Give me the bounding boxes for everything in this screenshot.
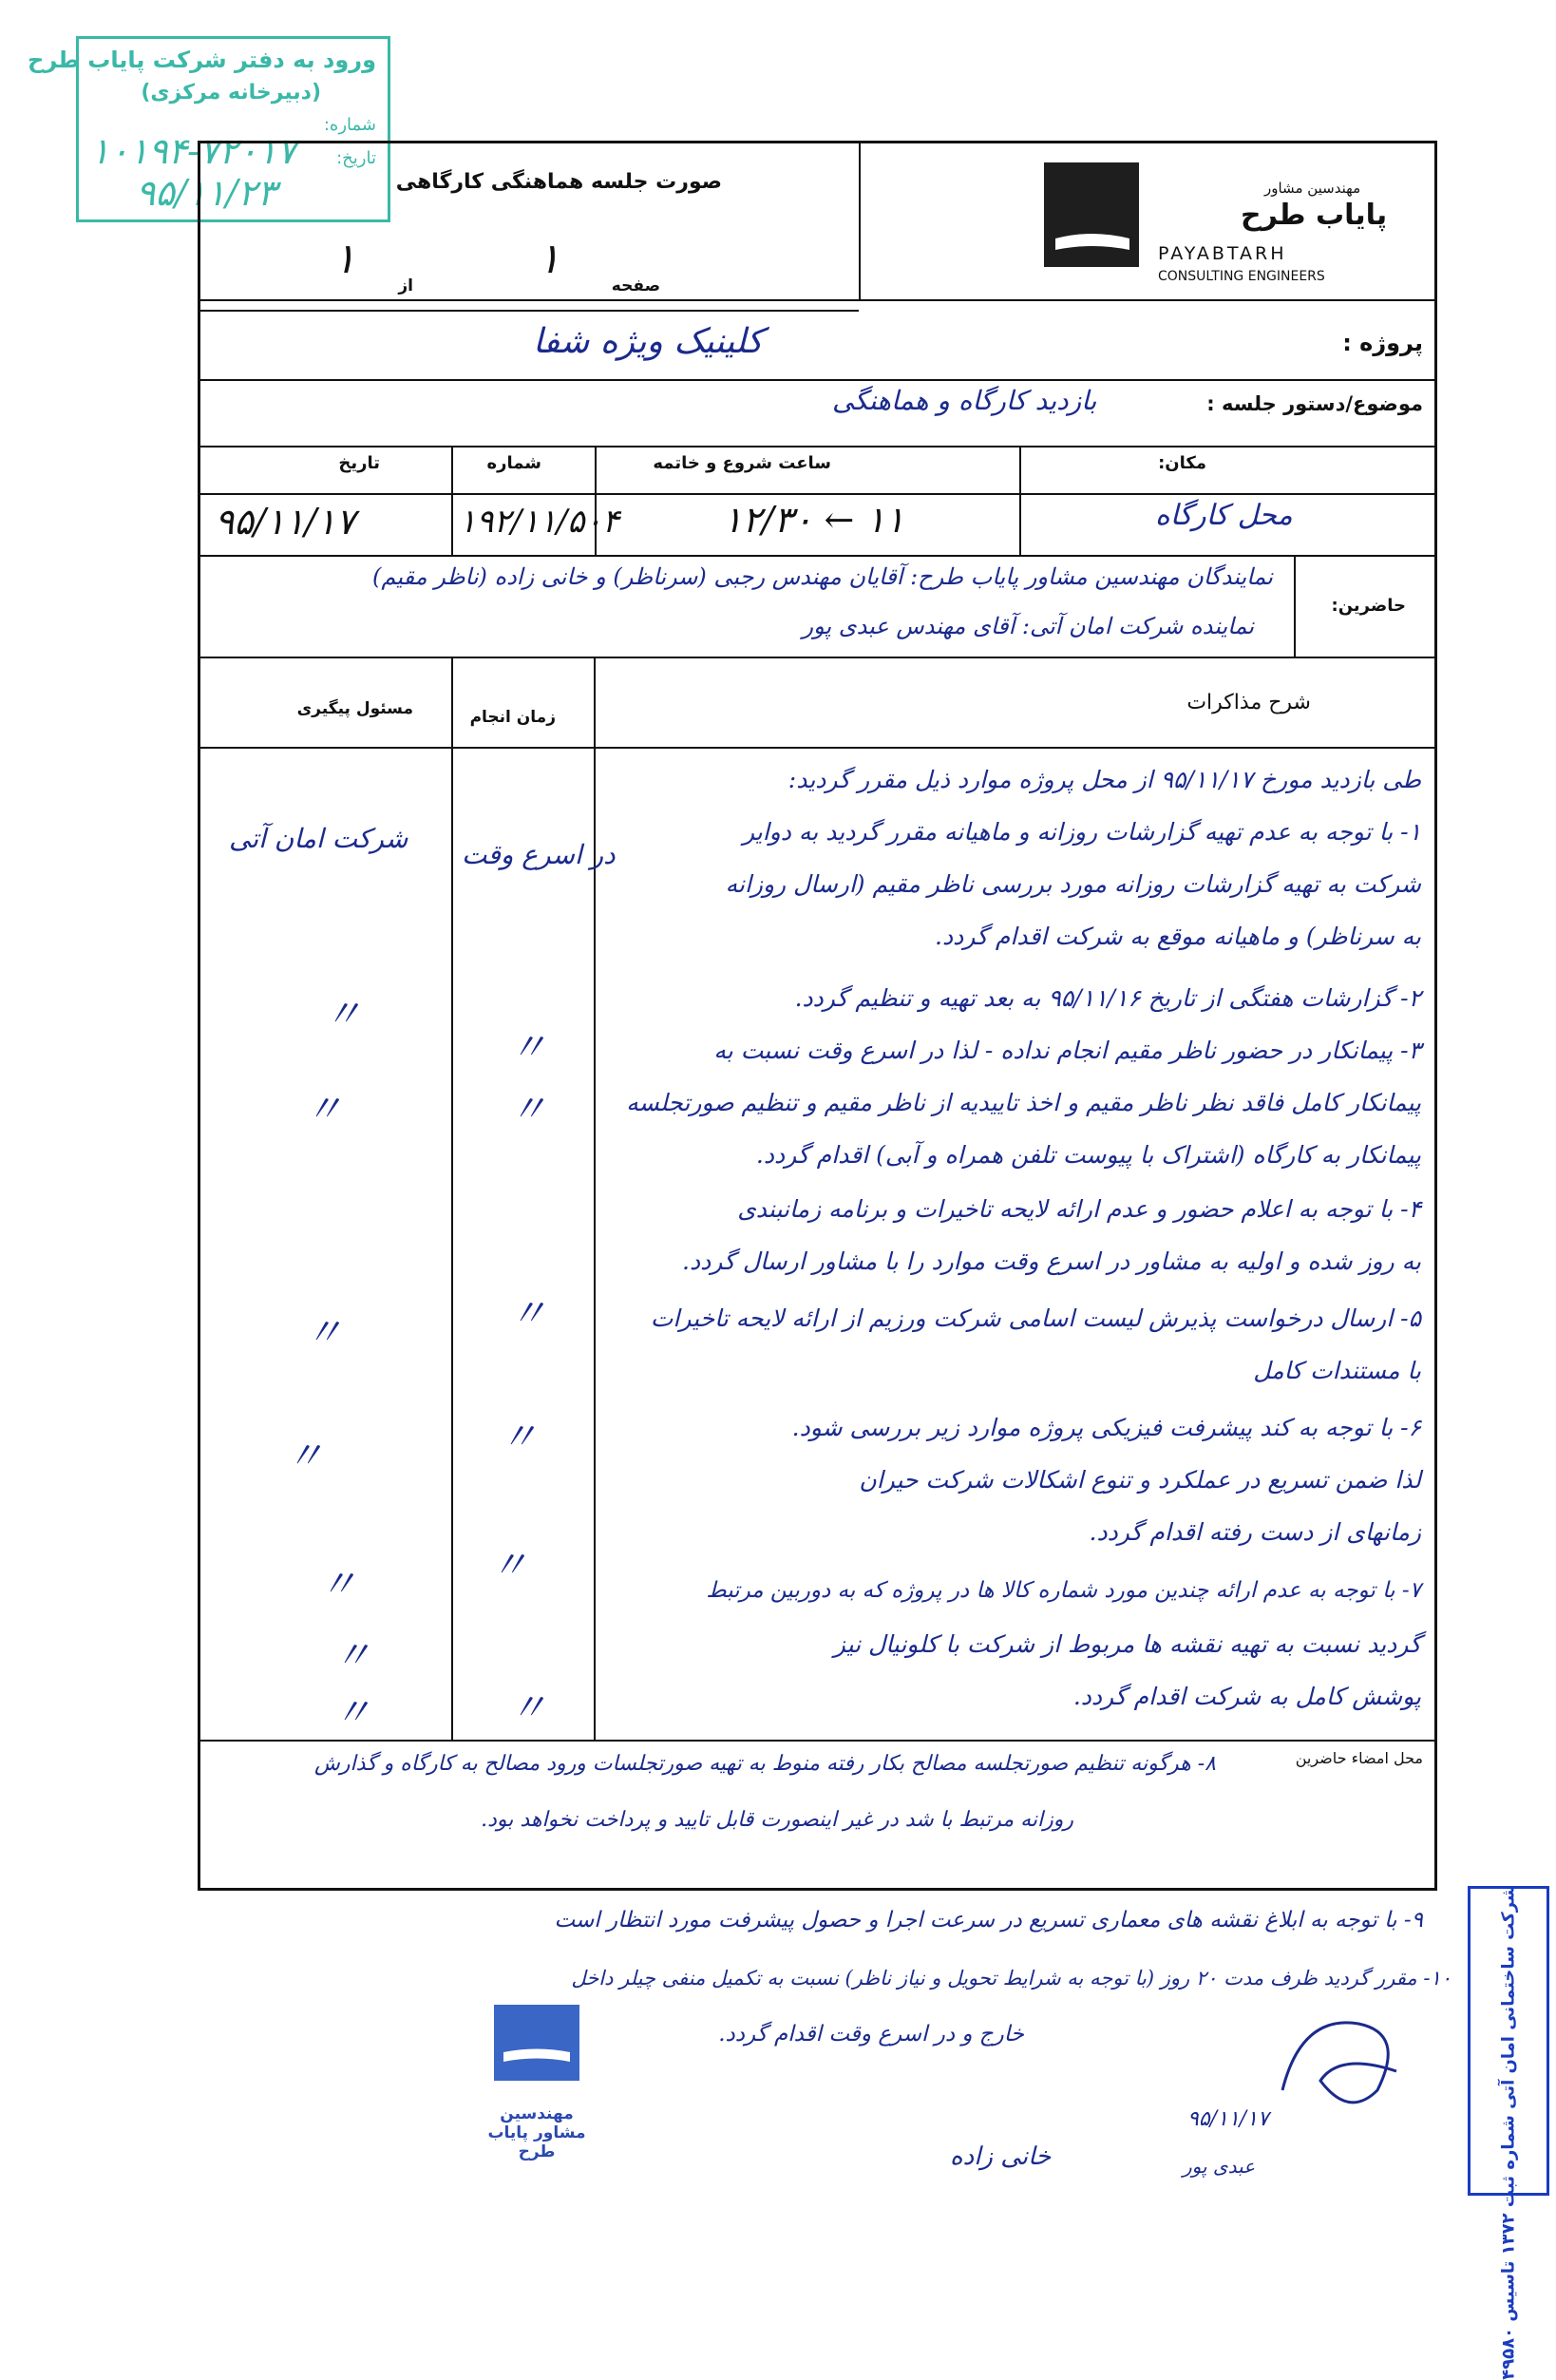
entry-stamp-number: ۱۰۱۹۴-۷۲۰۱۷ (90, 130, 296, 172)
due-ditto: 〃 (500, 1416, 538, 1459)
rule-attendees-split (1294, 555, 1296, 657)
minutes-line: ۶- با توجه به کند پیشرفت فیزیکی پروژه موارد زیر بررسی شود. (791, 1414, 1421, 1441)
company-name-fa: پایاب طرح (1241, 199, 1388, 232)
minutes-line: پوشش کامل به شرکت اقدام گردد. (1072, 1683, 1421, 1710)
bottom-stamp-text: مهندسین مشاور پایاب طرح (487, 2104, 586, 2161)
minutes-line: ۲- گزارشات هفتگی از تاریخ ۹۵/۱۱/۱۶ به بعد تهیه و تنظیم گردد. (794, 984, 1421, 1012)
project-label: پروژه : (1342, 330, 1423, 356)
minutes-line: طی بازدید مورخ ۹۵/۱۱/۱۷ از محل پروژه موارد ذیل مقرر گردید: (787, 766, 1421, 793)
signature-name-2: عبدی پور (1183, 2155, 1256, 2178)
attendees-line2: نماینده شرکت امان آتی: آقای مهندس عبدی پور (802, 613, 1254, 639)
subject-label: موضوع/دستور جلسه : (1206, 392, 1423, 415)
resp-ditto: 〃 (333, 1634, 371, 1678)
due-ditto: 〃 (509, 1686, 547, 1730)
minutes-line: ۷- با توجه به عدم ارائه چندین مورد شماره کالا ها در پروژه که به دوربین مرتبط (706, 1578, 1421, 1603)
col-header-due: زمان انجام (469, 708, 556, 727)
company-name-en-sub: CONSULTING ENGINEERS (1158, 269, 1325, 284)
rule-col-desc (594, 657, 596, 1740)
attendees-line1: نمایندگان مهندسین مشاور پایاب طرح: آقایان مهندس رجبی (سرناظر) و خانی زاده (ناظر مقیم) (372, 563, 1273, 590)
signature-label: محل امضاء حاضرین (1295, 1749, 1423, 1767)
page-label: صفحه (611, 276, 660, 295)
rule-meta-bottom (200, 555, 1434, 557)
minutes-line: با مستندات کامل (1253, 1357, 1421, 1384)
page-value: ۱ (538, 235, 560, 283)
due-ditto: 〃 (490, 1544, 528, 1588)
stamp-logo-icon (480, 2000, 594, 2090)
due-ditto: 〃 (509, 1088, 547, 1132)
total-value: ۱ (333, 235, 356, 283)
rule-col-time (451, 657, 453, 1740)
rule-header-split (859, 143, 861, 299)
date-label: تاریخ (338, 453, 380, 473)
rule-page-bottom (200, 310, 859, 312)
logo-mark-icon (1044, 162, 1139, 267)
attendees-label: حاضرین: (1331, 596, 1406, 616)
resp-ditto: 〃 (319, 1563, 357, 1607)
resp-ditto: 〃 (305, 1088, 343, 1132)
company-logo (1044, 162, 1139, 267)
of-label: از (398, 276, 413, 295)
minutes-line: شرکت به تهیه گزارشات روزانه مورد بررسی ناظر مقیم (ارسال روزانه (725, 870, 1421, 898)
minutes-line: به روز شده و اولیه به مشاور در اسرع وقت موارد را با مشاور ارسال گردد. (682, 1247, 1421, 1275)
form-title: صورت جلسه هماهنگی کارگاهی (395, 170, 722, 194)
due-ditto: 〃 (509, 1292, 547, 1336)
place-value: محل کارگاه (1155, 499, 1293, 532)
below-note-2: ۱۰- مقرر گردید ظرف مدت ۲۰ روز (با توجه به شرایط تحویل و نیاز ناظر) نسبت به تکمیل منفی چیلر داخل (571, 1967, 1452, 1990)
resp-ditto: 〃 (305, 1311, 343, 1355)
minutes-line: ۴- با توجه به اعلام حضور و عدم ارائه لایحه تاخیرات و برنامه زمانبندی (737, 1195, 1421, 1223)
side-stamp-text: شرکت ساختمانی امان آتی شماره ثبت ۱۳۷۲ تاسیس ۴۹۵۸۰ (1498, 1884, 1519, 2380)
company-name-small: مهندسین مشاور (1264, 180, 1361, 197)
entry-stamp-line1: ورود به دفتر شرکت پایاب طرح (28, 47, 376, 73)
entry-stamp-line2: (دبیرخانه مرکزی) (141, 81, 321, 105)
signature-scribble-icon (1263, 1976, 1415, 2128)
resp-ditto: 〃 (333, 1691, 371, 1735)
entry-stamp-date-label: تاریخ: (336, 148, 376, 168)
rule-meta-number (451, 446, 453, 555)
side-stamp (1468, 1884, 1549, 2380)
minutes-line: به سرناظر) و ماهیانه موقع به شرکت اقدام گردد. (935, 923, 1421, 950)
minutes-line: پیمانکار کامل فاقد نظر ناظر مقیم و اخذ تاییدیه از ناظر مقیم و تنظیم صورتجلسه (626, 1089, 1421, 1116)
number-value: ۱۹۲/۱۱/۵۰۴ (459, 503, 620, 541)
minutes-form (198, 141, 1437, 1891)
minutes-line: ۱- با توجه به عدم تهیه گزارشات روزانه و ماهیانه مقرر گردید به دوایر (742, 818, 1421, 846)
rule-meta-place (1019, 446, 1021, 555)
minutes-line: زمانهای از دست رفته اقدام گردد. (1089, 1518, 1421, 1546)
entry-stamp-number-label: شماره: (323, 115, 376, 135)
bottom-stamp (480, 2000, 594, 2199)
signature-note-2: روزانه مرتبط با شد در غیر اینصورت قابل تایید و پرداخت نخواهد بود. (481, 1808, 1073, 1832)
company-name-en: PAYABTARH (1158, 243, 1287, 264)
date-value: ۹۵/۱۱/۱۷ (215, 501, 356, 543)
signature-date: ۹۵/۱۱/۱۷ (1187, 2107, 1269, 2131)
number-label: شماره (486, 453, 541, 473)
project-value: کلینیک ویژه شفا (533, 322, 764, 361)
due-ditto: 〃 (509, 1026, 547, 1070)
signature-name-1: خانی زاده (950, 2142, 1052, 2171)
minutes-line: لذا ضمن تسریع در عملکرد و تنوع اشکالات شرکت حیران (859, 1466, 1421, 1494)
subject-value: بازدید کارگاه و هماهنگی (832, 385, 1097, 416)
resp-ditto: 〃 (286, 1435, 324, 1478)
rule-project-bottom (200, 379, 1434, 381)
rule-table-head (200, 747, 1434, 749)
rule-meta-mid (200, 493, 1434, 495)
below-note-3: خارج و در اسرع وقت اقدام گردد. (718, 2022, 1024, 2047)
below-note-1: ۹- با توجه به ابلاغ نقشه های معماری تسریع در سرعت اجرا و حصول پیشرفت مورد انتظار است (554, 1908, 1423, 1933)
time-label: ساعت شروع و خاتمه (653, 453, 831, 473)
resp-first: شرکت امان آتی (229, 823, 408, 854)
entry-stamp-date: ۹۵/۱۱/۲۳ (136, 172, 277, 214)
minutes-line: گردید نسبت به تهیه نقشه ها مربوط از شرکت با کلونیال نیز (833, 1630, 1421, 1658)
col-header-responsible: مسئول پیگیری (296, 699, 413, 718)
rule-table-bottom (200, 1740, 1434, 1742)
resp-ditto: 〃 (324, 993, 362, 1037)
rule-attendees-bottom (200, 657, 1434, 658)
minutes-line: ۳- پیمانکار در حضور ناظر مقیم انجام نداده - لذا در اسرع وقت نسبت به (713, 1037, 1421, 1064)
place-label: مکان: (1158, 453, 1206, 473)
minutes-line: پیمانکار به کارگاه (اشتراک با پیوست تلفن همراه و آبی) اقدام گردد. (755, 1141, 1421, 1169)
signature-note-1: ۸- هرگونه تنظیم صورتجلسه مصالح بکار رفته منوط به تهیه صورتجلسات ورود مصالح به کارگاه و گذارش (314, 1752, 1216, 1776)
minutes-line: ۵- ارسال درخواست پذیرش لیست اسامی شرکت ورزیم از ارائه لایحه تاخیرات (650, 1304, 1421, 1332)
time-value: ۱۱ ← ۱۲/۳۰ (723, 499, 905, 541)
col-header-description: شرح مذاکرات (1186, 691, 1311, 714)
rule-header-bottom (200, 299, 1434, 301)
due-first: در اسرع وقت (462, 839, 616, 870)
rule-subject-bottom (200, 446, 1434, 447)
